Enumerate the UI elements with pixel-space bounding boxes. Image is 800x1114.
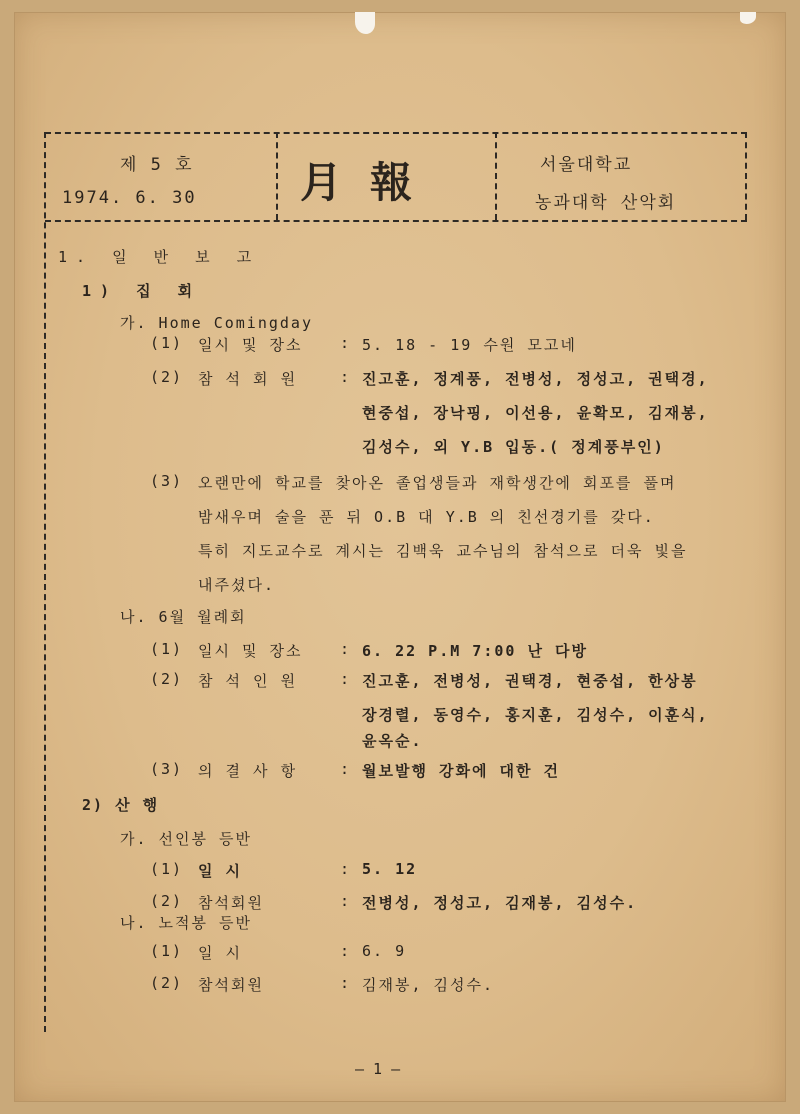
header-divider-right: [495, 132, 497, 220]
field-value: 월보발행 강화에 대한 건: [362, 762, 560, 780]
organization-name: 서울대학교: [540, 155, 633, 175]
field-separator: :: [340, 860, 352, 878]
field-value: 5. 18 - 19 수원 모고네: [362, 336, 577, 354]
item-number: (2): [150, 974, 184, 992]
subsection-meetings: 1) 집 회: [82, 282, 202, 300]
item-number: (2): [150, 368, 184, 386]
field-label: 참석회원: [198, 976, 264, 994]
field-value: 6. 9: [362, 942, 407, 960]
item-number: (1): [150, 334, 184, 352]
field-separator: :: [340, 974, 352, 992]
issue-date: 1974. 6. 30: [62, 188, 197, 208]
field-label: 참 석 인 원: [198, 672, 298, 690]
subsection-climbing: 2) 산 행: [82, 796, 160, 814]
item-climb-nojeokbong: 나. 노적봉 등반: [120, 914, 253, 932]
section-heading: 1. 일 반 보 고: [58, 248, 261, 266]
item-number: (1): [150, 640, 184, 658]
item-number: (2): [150, 670, 184, 688]
field-value: 전병성, 정성고, 김재봉, 김성수.: [362, 894, 638, 912]
field-separator: :: [340, 892, 352, 910]
item-climb-seoninbong: 가. 선인봉 등반: [120, 830, 253, 848]
item-number: (2): [150, 892, 184, 910]
field-label: 참 석 회 원: [198, 370, 298, 388]
field-value: 5. 12: [362, 860, 418, 878]
left-margin-rule: [44, 132, 46, 1032]
field-separator: :: [340, 640, 352, 658]
attendee-line: 진고훈, 정계풍, 전병성, 정성고, 권택경,: [362, 370, 709, 388]
narrative-line: 특히 지도교수로 계시는 김백욱 교수님의 참석으로 더욱 빛을: [198, 542, 688, 560]
header-divider-left: [276, 132, 278, 220]
narrative-line: 내주셨다.: [198, 576, 275, 594]
attendee-line: 장경렬, 동영수, 홍지훈, 김성수, 이훈식,: [362, 706, 709, 724]
item-number: (3): [150, 472, 184, 490]
field-value: 김재봉, 김성수.: [362, 976, 495, 994]
attendee-line: 김성수, 외 Y.B 입동.( 정계풍부인): [362, 438, 665, 456]
header-bottom-rule: [45, 220, 747, 222]
item-homecoming: 가. Home Comingday: [120, 314, 313, 332]
field-label: 의 결 사 항: [198, 762, 298, 780]
issue-number: 제 5 호: [120, 155, 194, 175]
field-label: 참석회원: [198, 894, 264, 912]
attendee-line: 진고훈, 전병성, 권택경, 현중섭, 한상봉: [362, 672, 698, 690]
item-number: (1): [150, 860, 184, 878]
field-value: 6. 22 P.M 7:00 난 다방: [362, 642, 588, 660]
field-label: 일시 및 장소: [198, 336, 303, 354]
field-separator: :: [340, 670, 352, 688]
organization-subname: 농과대학 산악회: [535, 193, 677, 213]
header-right-rule: [745, 132, 747, 220]
document-title: 月報: [300, 158, 441, 207]
header-top-rule: [45, 132, 747, 134]
page-number: — 1 —: [355, 1060, 401, 1078]
field-label: 일시 및 장소: [198, 642, 303, 660]
narrative-line: 밤새우며 술을 푼 뒤 O.B 대 Y.B 의 친선경기를 갖다.: [198, 508, 655, 526]
field-separator: :: [340, 334, 352, 352]
field-separator: :: [340, 942, 352, 960]
attendee-line: 윤옥순.: [362, 732, 423, 750]
attendee-line: 현중섭, 장낙핑, 이선용, 윤확모, 김재봉,: [362, 404, 709, 422]
item-monthly-meeting: 나. 6월 월례회: [120, 608, 247, 626]
field-label: 일 시: [198, 944, 243, 962]
field-separator: :: [340, 368, 352, 386]
field-separator: :: [340, 760, 352, 778]
item-number: (3): [150, 760, 184, 778]
item-number: (1): [150, 942, 184, 960]
narrative-line: 오랜만에 학교를 찾아온 졸업생들과 재학생간에 회포를 풀며: [198, 474, 677, 492]
paper-tear: [355, 12, 375, 34]
field-label: 일 시: [198, 862, 243, 880]
